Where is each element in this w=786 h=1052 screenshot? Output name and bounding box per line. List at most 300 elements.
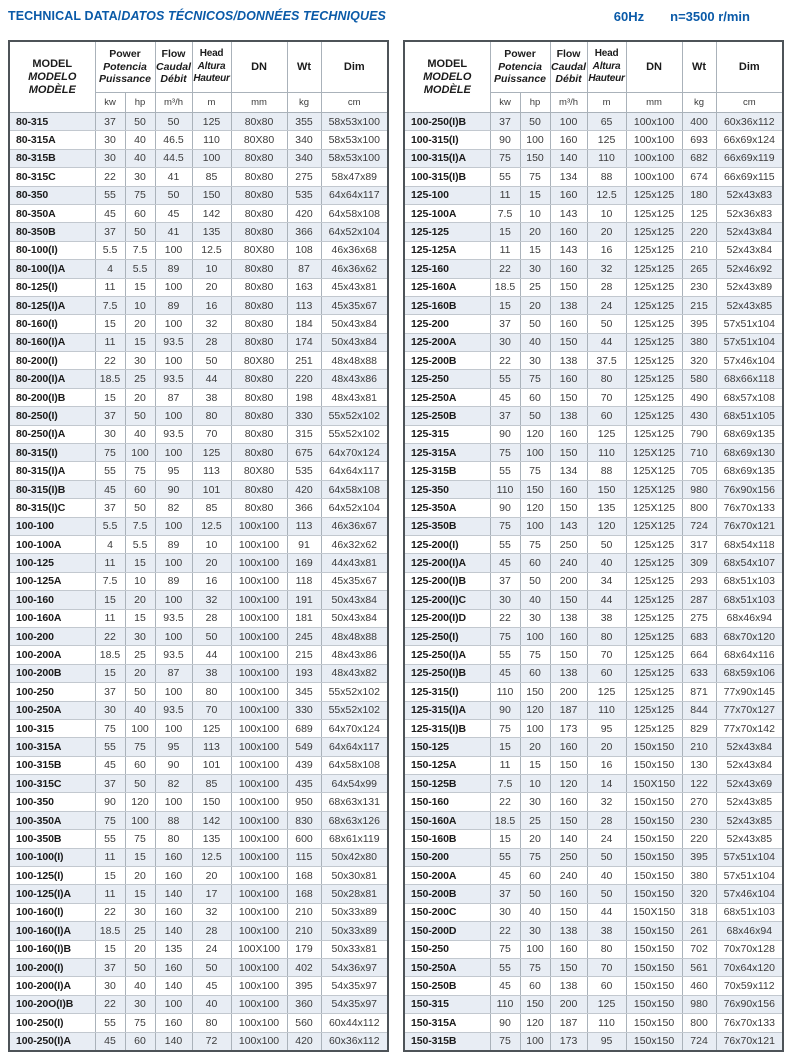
power-hp-cell: 60 bbox=[125, 756, 155, 774]
dn-cell: 100X100 bbox=[231, 940, 287, 958]
dim-cell: 64x58x108 bbox=[321, 480, 388, 498]
dn-cell: 150x150 bbox=[626, 922, 682, 940]
head-cell: 38 bbox=[192, 664, 231, 682]
model-cell: 100-315(I) bbox=[404, 131, 490, 149]
power-kw-cell: 30 bbox=[95, 131, 125, 149]
wt-cell: 180 bbox=[682, 186, 716, 204]
power-hp-cell: 60 bbox=[125, 204, 155, 222]
table-row bbox=[9, 333, 388, 351]
head-cell: 10 bbox=[587, 204, 626, 222]
power-hp-cell: 100 bbox=[520, 627, 550, 645]
column-header-model: MODEL MODELO MODÈLE bbox=[404, 41, 490, 113]
dn-cell: 150x150 bbox=[626, 756, 682, 774]
power-kw-cell: 75 bbox=[490, 719, 520, 737]
dim-cell: 52x43x85 bbox=[716, 811, 783, 829]
flow-cell: 100 bbox=[550, 113, 587, 131]
model-cell: 125-125 bbox=[404, 223, 490, 241]
power-hp-cell: 15 bbox=[125, 333, 155, 351]
model-cell: 100-250(I) bbox=[9, 1014, 95, 1032]
dn-cell: 100x100 bbox=[231, 995, 287, 1013]
flow-cell: 160 bbox=[155, 848, 192, 866]
power-kw-cell: 75 bbox=[95, 444, 125, 462]
model-cell: 80-350 bbox=[9, 186, 95, 204]
wt-cell: 193 bbox=[287, 664, 321, 682]
table-row bbox=[9, 719, 388, 737]
dn-cell: 125x125 bbox=[626, 683, 682, 701]
table-row bbox=[404, 204, 783, 222]
power-kw-cell: 37 bbox=[490, 572, 520, 590]
flow-cell: 160 bbox=[550, 425, 587, 443]
page-title bbox=[8, 9, 386, 24]
flow-cell: 100 bbox=[155, 719, 192, 737]
head-cell: 38 bbox=[587, 922, 626, 940]
dn-cell: 100x100 bbox=[626, 131, 682, 149]
model-cell: 125-250(I)B bbox=[404, 664, 490, 682]
model-cell: 100-315B bbox=[9, 756, 95, 774]
flow-cell: 138 bbox=[550, 977, 587, 995]
power-hp-cell: 50 bbox=[520, 315, 550, 333]
model-cell: 100-100 bbox=[9, 517, 95, 535]
dim-cell: 77x90x145 bbox=[716, 683, 783, 701]
model-cell: 80-100(I) bbox=[9, 241, 95, 259]
power-kw-cell: 55 bbox=[95, 830, 125, 848]
power-kw-cell: 30 bbox=[490, 333, 520, 351]
wt-cell: 330 bbox=[287, 701, 321, 719]
dn-cell: 100x100 bbox=[231, 646, 287, 664]
power-hp-cell: 120 bbox=[125, 793, 155, 811]
wt-cell: 320 bbox=[682, 885, 716, 903]
wt-cell: 549 bbox=[287, 738, 321, 756]
dim-cell: 46x36x67 bbox=[321, 517, 388, 535]
wt-cell: 174 bbox=[287, 333, 321, 351]
model-cell: 80-125(I) bbox=[9, 278, 95, 296]
dim-cell: 57x46x104 bbox=[716, 885, 783, 903]
power-kw-cell: 18.5 bbox=[95, 646, 125, 664]
table-row bbox=[404, 572, 783, 590]
table-row bbox=[9, 425, 388, 443]
flow-cell: 89 bbox=[155, 535, 192, 553]
dim-cell: 64x52x104 bbox=[321, 223, 388, 241]
flow-cell: 160 bbox=[550, 480, 587, 498]
model-cell: 80-315(I)C bbox=[9, 499, 95, 517]
frequency-label: 60Hz bbox=[613, 9, 645, 24]
unit-head: m bbox=[192, 93, 231, 113]
head-cell: 72 bbox=[192, 1032, 231, 1051]
head-cell: 150 bbox=[192, 186, 231, 204]
wt-cell: 682 bbox=[682, 149, 716, 167]
power-kw-cell: 22 bbox=[95, 995, 125, 1013]
power-hp-cell: 30 bbox=[520, 352, 550, 370]
table-row bbox=[404, 664, 783, 682]
wt-cell: 535 bbox=[287, 462, 321, 480]
wt-cell: 705 bbox=[682, 462, 716, 480]
power-kw-cell: 15 bbox=[95, 591, 125, 609]
flow-cell: 82 bbox=[155, 775, 192, 793]
dim-cell: 52x43x84 bbox=[716, 241, 783, 259]
dim-cell: 64x64x117 bbox=[321, 186, 388, 204]
head-cell: 80 bbox=[192, 683, 231, 701]
dn-cell: 80x80 bbox=[231, 149, 287, 167]
dn-cell: 100x100 bbox=[231, 738, 287, 756]
table-row bbox=[9, 664, 388, 682]
model-cell: 80-315C bbox=[9, 168, 95, 186]
dn-cell: 125x125 bbox=[626, 388, 682, 406]
power-kw-cell: 11 bbox=[95, 333, 125, 351]
head-cell: 20 bbox=[192, 278, 231, 296]
power-hp-cell: 50 bbox=[125, 407, 155, 425]
flow-cell: 89 bbox=[155, 296, 192, 314]
table-row bbox=[9, 958, 388, 976]
dn-cell: 150x150 bbox=[626, 811, 682, 829]
dim-cell: 48x48x88 bbox=[321, 352, 388, 370]
table-row bbox=[404, 719, 783, 737]
dim-cell: 52x43x84 bbox=[716, 223, 783, 241]
power-hp-cell: 10 bbox=[125, 572, 155, 590]
power-kw-cell: 75 bbox=[95, 719, 125, 737]
table-row bbox=[404, 738, 783, 756]
head-cell: 44 bbox=[587, 591, 626, 609]
power-kw-cell: 75 bbox=[490, 444, 520, 462]
power-kw-cell: 110 bbox=[490, 480, 520, 498]
dim-cell: 48x48x88 bbox=[321, 627, 388, 645]
power-kw-cell: 18.5 bbox=[490, 278, 520, 296]
flow-cell: 160 bbox=[550, 370, 587, 388]
unit-dim: cm bbox=[716, 93, 783, 113]
table-row bbox=[9, 444, 388, 462]
head-cell: 60 bbox=[587, 664, 626, 682]
flow-cell: 150 bbox=[550, 646, 587, 664]
power-kw-cell: 15 bbox=[490, 830, 520, 848]
head-cell: 16 bbox=[192, 572, 231, 590]
power-kw-cell: 90 bbox=[490, 1014, 520, 1032]
dim-cell: 76x90x156 bbox=[716, 480, 783, 498]
head-cell: 12.5 bbox=[192, 517, 231, 535]
power-hp-cell: 30 bbox=[125, 995, 155, 1013]
table-row bbox=[9, 701, 388, 719]
head-cell: 70 bbox=[192, 701, 231, 719]
table-row bbox=[9, 922, 388, 940]
wt-cell: 130 bbox=[682, 756, 716, 774]
head-cell: 142 bbox=[192, 204, 231, 222]
column-header-dim: Dim bbox=[321, 41, 388, 93]
head-cell: 50 bbox=[192, 352, 231, 370]
power-hp-cell: 150 bbox=[520, 480, 550, 498]
model-cell: 80-315(I) bbox=[9, 444, 95, 462]
flow-cell: 41 bbox=[155, 168, 192, 186]
dn-cell: 125x125 bbox=[626, 186, 682, 204]
dn-cell: 150X150 bbox=[626, 903, 682, 921]
unit-hp: hp bbox=[520, 93, 550, 113]
model-cell: 80-100(I)A bbox=[9, 260, 95, 278]
dim-cell: 50x43x84 bbox=[321, 591, 388, 609]
power-hp-cell: 10 bbox=[520, 204, 550, 222]
flow-cell: 45 bbox=[155, 204, 192, 222]
table-row bbox=[9, 793, 388, 811]
dn-cell: 150x150 bbox=[626, 1014, 682, 1032]
model-cell: 125-200(I) bbox=[404, 535, 490, 553]
power-kw-cell: 37 bbox=[95, 223, 125, 241]
model-cell: 125-200B bbox=[404, 352, 490, 370]
flow-cell: 160 bbox=[155, 903, 192, 921]
table-row bbox=[404, 223, 783, 241]
head-cell: 50 bbox=[587, 885, 626, 903]
power-hp-cell: 40 bbox=[125, 425, 155, 443]
flow-cell: 150 bbox=[550, 756, 587, 774]
power-hp-cell: 40 bbox=[520, 333, 550, 351]
head-cell: 10 bbox=[192, 260, 231, 278]
head-cell: 110 bbox=[587, 149, 626, 167]
power-hp-cell: 75 bbox=[125, 738, 155, 756]
dim-cell: 64x64x117 bbox=[321, 738, 388, 756]
power-hp-cell: 75 bbox=[520, 462, 550, 480]
flow-cell: 143 bbox=[550, 204, 587, 222]
power-hp-cell: 30 bbox=[520, 609, 550, 627]
dim-cell: 54x35x97 bbox=[321, 995, 388, 1013]
model-cell: 100-125(I) bbox=[9, 867, 95, 885]
power-kw-cell: 37 bbox=[490, 885, 520, 903]
model-cell: 125-315A bbox=[404, 444, 490, 462]
table-row bbox=[9, 131, 388, 149]
flow-cell: 44.5 bbox=[155, 149, 192, 167]
dn-cell: 150x150 bbox=[626, 1032, 682, 1051]
wt-cell: 118 bbox=[287, 572, 321, 590]
flow-cell: 160 bbox=[155, 958, 192, 976]
page-title-es: DATOS TÉCNICOS/ bbox=[121, 9, 237, 23]
dim-cell: 68x57x108 bbox=[716, 388, 783, 406]
dim-cell: 64x70x124 bbox=[321, 719, 388, 737]
wt-cell: 315 bbox=[287, 425, 321, 443]
power-kw-cell: 45 bbox=[490, 664, 520, 682]
model-cell: 100-315 bbox=[9, 719, 95, 737]
table-row bbox=[404, 499, 783, 517]
dn-cell: 80x80 bbox=[231, 333, 287, 351]
table-row bbox=[404, 149, 783, 167]
table-row bbox=[9, 407, 388, 425]
power-kw-cell: 30 bbox=[95, 977, 125, 995]
dn-cell: 100x100 bbox=[231, 793, 287, 811]
flow-cell: 93.5 bbox=[155, 370, 192, 388]
table-row bbox=[404, 241, 783, 259]
power-hp-cell: 15 bbox=[125, 554, 155, 572]
head-cell: 32 bbox=[587, 260, 626, 278]
dim-cell: 52x43x83 bbox=[716, 186, 783, 204]
model-cell: 150-160 bbox=[404, 793, 490, 811]
flow-cell: 100 bbox=[155, 591, 192, 609]
dim-cell: 77x70x142 bbox=[716, 719, 783, 737]
wt-cell: 689 bbox=[287, 719, 321, 737]
flow-cell: 89 bbox=[155, 572, 192, 590]
head-cell: 38 bbox=[587, 609, 626, 627]
power-hp-cell: 25 bbox=[125, 646, 155, 664]
table-row bbox=[404, 462, 783, 480]
flow-cell: 100 bbox=[155, 995, 192, 1013]
power-hp-cell: 10 bbox=[125, 296, 155, 314]
table-row bbox=[9, 296, 388, 314]
table-row bbox=[404, 756, 783, 774]
dim-cell: 76x70x133 bbox=[716, 499, 783, 517]
dim-cell: 58x53x100 bbox=[321, 149, 388, 167]
dim-cell: 70x59x112 bbox=[716, 977, 783, 995]
table-row bbox=[9, 775, 388, 793]
column-header-flow: Flow Caudal Débit bbox=[550, 41, 587, 93]
wt-cell: 270 bbox=[682, 793, 716, 811]
dn-cell: 100x100 bbox=[231, 830, 287, 848]
model-cell: 80-200(I)B bbox=[9, 388, 95, 406]
head-cell: 50 bbox=[192, 958, 231, 976]
dim-cell: 64x70x124 bbox=[321, 444, 388, 462]
model-cell: 100-100A bbox=[9, 535, 95, 553]
power-hp-cell: 100 bbox=[125, 811, 155, 829]
technical-data-table-right bbox=[403, 40, 784, 1052]
power-hp-cell: 20 bbox=[125, 591, 155, 609]
power-hp-cell: 5.5 bbox=[125, 535, 155, 553]
power-kw-cell: 30 bbox=[95, 425, 125, 443]
model-cell: 80-315(I)B bbox=[9, 480, 95, 498]
wt-cell: 108 bbox=[287, 241, 321, 259]
head-cell: 85 bbox=[192, 168, 231, 186]
head-cell: 125 bbox=[192, 444, 231, 462]
model-cell: 125-350 bbox=[404, 480, 490, 498]
power-hp-cell: 75 bbox=[125, 1014, 155, 1032]
wt-cell: 181 bbox=[287, 609, 321, 627]
dim-cell: 46x36x68 bbox=[321, 241, 388, 259]
head-cell: 44 bbox=[587, 333, 626, 351]
power-hp-cell: 15 bbox=[125, 848, 155, 866]
wt-cell: 261 bbox=[682, 922, 716, 940]
power-kw-cell: 75 bbox=[490, 627, 520, 645]
unit-kw: kw bbox=[490, 93, 520, 113]
flow-cell: 160 bbox=[550, 186, 587, 204]
model-cell: 125-125A bbox=[404, 241, 490, 259]
head-cell: 85 bbox=[192, 775, 231, 793]
dim-cell: 48x43x86 bbox=[321, 646, 388, 664]
head-cell: 17 bbox=[192, 885, 231, 903]
table-row bbox=[404, 407, 783, 425]
head-cell: 101 bbox=[192, 756, 231, 774]
wt-cell: 560 bbox=[287, 1014, 321, 1032]
flow-cell: 143 bbox=[550, 241, 587, 259]
power-hp-cell: 120 bbox=[520, 701, 550, 719]
model-cell: 100-315(I)A bbox=[404, 149, 490, 167]
flow-cell: 160 bbox=[550, 223, 587, 241]
model-cell: 125-315(I)B bbox=[404, 719, 490, 737]
dn-cell: 150x150 bbox=[626, 738, 682, 756]
model-cell: 80-315B bbox=[9, 149, 95, 167]
flow-cell: 173 bbox=[550, 719, 587, 737]
wt-cell: 844 bbox=[682, 701, 716, 719]
power-hp-cell: 40 bbox=[520, 903, 550, 921]
dn-cell: 80x80 bbox=[231, 388, 287, 406]
power-kw-cell: 15 bbox=[95, 388, 125, 406]
flow-cell: 95 bbox=[155, 462, 192, 480]
head-cell: 135 bbox=[192, 830, 231, 848]
power-kw-cell: 45 bbox=[95, 204, 125, 222]
dn-cell: 125x125 bbox=[626, 591, 682, 609]
wt-cell: 345 bbox=[287, 683, 321, 701]
dn-cell: 80x80 bbox=[231, 499, 287, 517]
dn-cell: 125x125 bbox=[626, 554, 682, 572]
power-kw-cell: 90 bbox=[490, 701, 520, 719]
head-cell: 44 bbox=[587, 903, 626, 921]
dim-cell: 76x90x156 bbox=[716, 995, 783, 1013]
flow-cell: 160 bbox=[550, 131, 587, 149]
unit-head: m bbox=[587, 93, 626, 113]
table-row bbox=[404, 517, 783, 535]
dim-cell: 64x54x99 bbox=[321, 775, 388, 793]
flow-cell: 173 bbox=[550, 1032, 587, 1051]
power-hp-cell: 75 bbox=[520, 646, 550, 664]
dn-cell: 80x80 bbox=[231, 204, 287, 222]
head-cell: 44 bbox=[192, 370, 231, 388]
power-hp-cell: 7.5 bbox=[125, 241, 155, 259]
dn-cell: 125x125 bbox=[626, 260, 682, 278]
flow-cell: 187 bbox=[550, 1014, 587, 1032]
flow-cell: 100 bbox=[155, 444, 192, 462]
wt-cell: 275 bbox=[682, 609, 716, 627]
table-row bbox=[9, 517, 388, 535]
dn-cell: 80x80 bbox=[231, 370, 287, 388]
head-cell: 44 bbox=[192, 646, 231, 664]
wt-cell: 724 bbox=[682, 517, 716, 535]
power-hp-cell: 40 bbox=[125, 149, 155, 167]
dn-cell: 100x100 bbox=[231, 664, 287, 682]
column-header-dn: DN bbox=[626, 41, 682, 93]
table-row bbox=[404, 793, 783, 811]
dim-cell: 68x63x126 bbox=[321, 811, 388, 829]
table-row bbox=[9, 480, 388, 498]
unit-dn: mm bbox=[626, 93, 682, 113]
flow-cell: 138 bbox=[550, 922, 587, 940]
power-kw-cell: 15 bbox=[95, 315, 125, 333]
power-kw-cell: 55 bbox=[490, 958, 520, 976]
power-kw-cell: 22 bbox=[490, 922, 520, 940]
dn-cell: 150x150 bbox=[626, 940, 682, 958]
power-hp-cell: 120 bbox=[520, 1014, 550, 1032]
model-cell: 80-315 bbox=[9, 113, 95, 131]
model-cell: 100-200 bbox=[9, 627, 95, 645]
model-cell: 150-200A bbox=[404, 867, 490, 885]
table-row bbox=[404, 296, 783, 314]
model-cell: 100-160(I)B bbox=[9, 940, 95, 958]
power-kw-cell: 11 bbox=[490, 241, 520, 259]
dn-cell: 100x100 bbox=[231, 609, 287, 627]
model-cell: 150-250A bbox=[404, 958, 490, 976]
dim-cell: 52x46x92 bbox=[716, 260, 783, 278]
flow-cell: 134 bbox=[550, 462, 587, 480]
table-row bbox=[404, 260, 783, 278]
head-cell: 125 bbox=[192, 719, 231, 737]
power-hp-cell: 15 bbox=[125, 278, 155, 296]
table-head bbox=[404, 41, 783, 113]
table-row bbox=[9, 830, 388, 848]
power-hp-cell: 15 bbox=[520, 756, 550, 774]
dn-cell: 100x100 bbox=[231, 922, 287, 940]
power-kw-cell: 55 bbox=[490, 848, 520, 866]
wt-cell: 490 bbox=[682, 388, 716, 406]
flow-cell: 160 bbox=[155, 1014, 192, 1032]
flow-cell: 140 bbox=[155, 922, 192, 940]
wt-cell: 360 bbox=[287, 995, 321, 1013]
power-hp-cell: 30 bbox=[125, 168, 155, 186]
power-kw-cell: 45 bbox=[490, 388, 520, 406]
power-kw-cell: 37 bbox=[95, 499, 125, 517]
wt-cell: 435 bbox=[287, 775, 321, 793]
head-cell: 150 bbox=[587, 480, 626, 498]
dim-cell: 68x66x118 bbox=[716, 370, 783, 388]
wt-cell: 340 bbox=[287, 149, 321, 167]
dim-cell: 68x69x135 bbox=[716, 462, 783, 480]
power-kw-cell: 30 bbox=[95, 701, 125, 719]
